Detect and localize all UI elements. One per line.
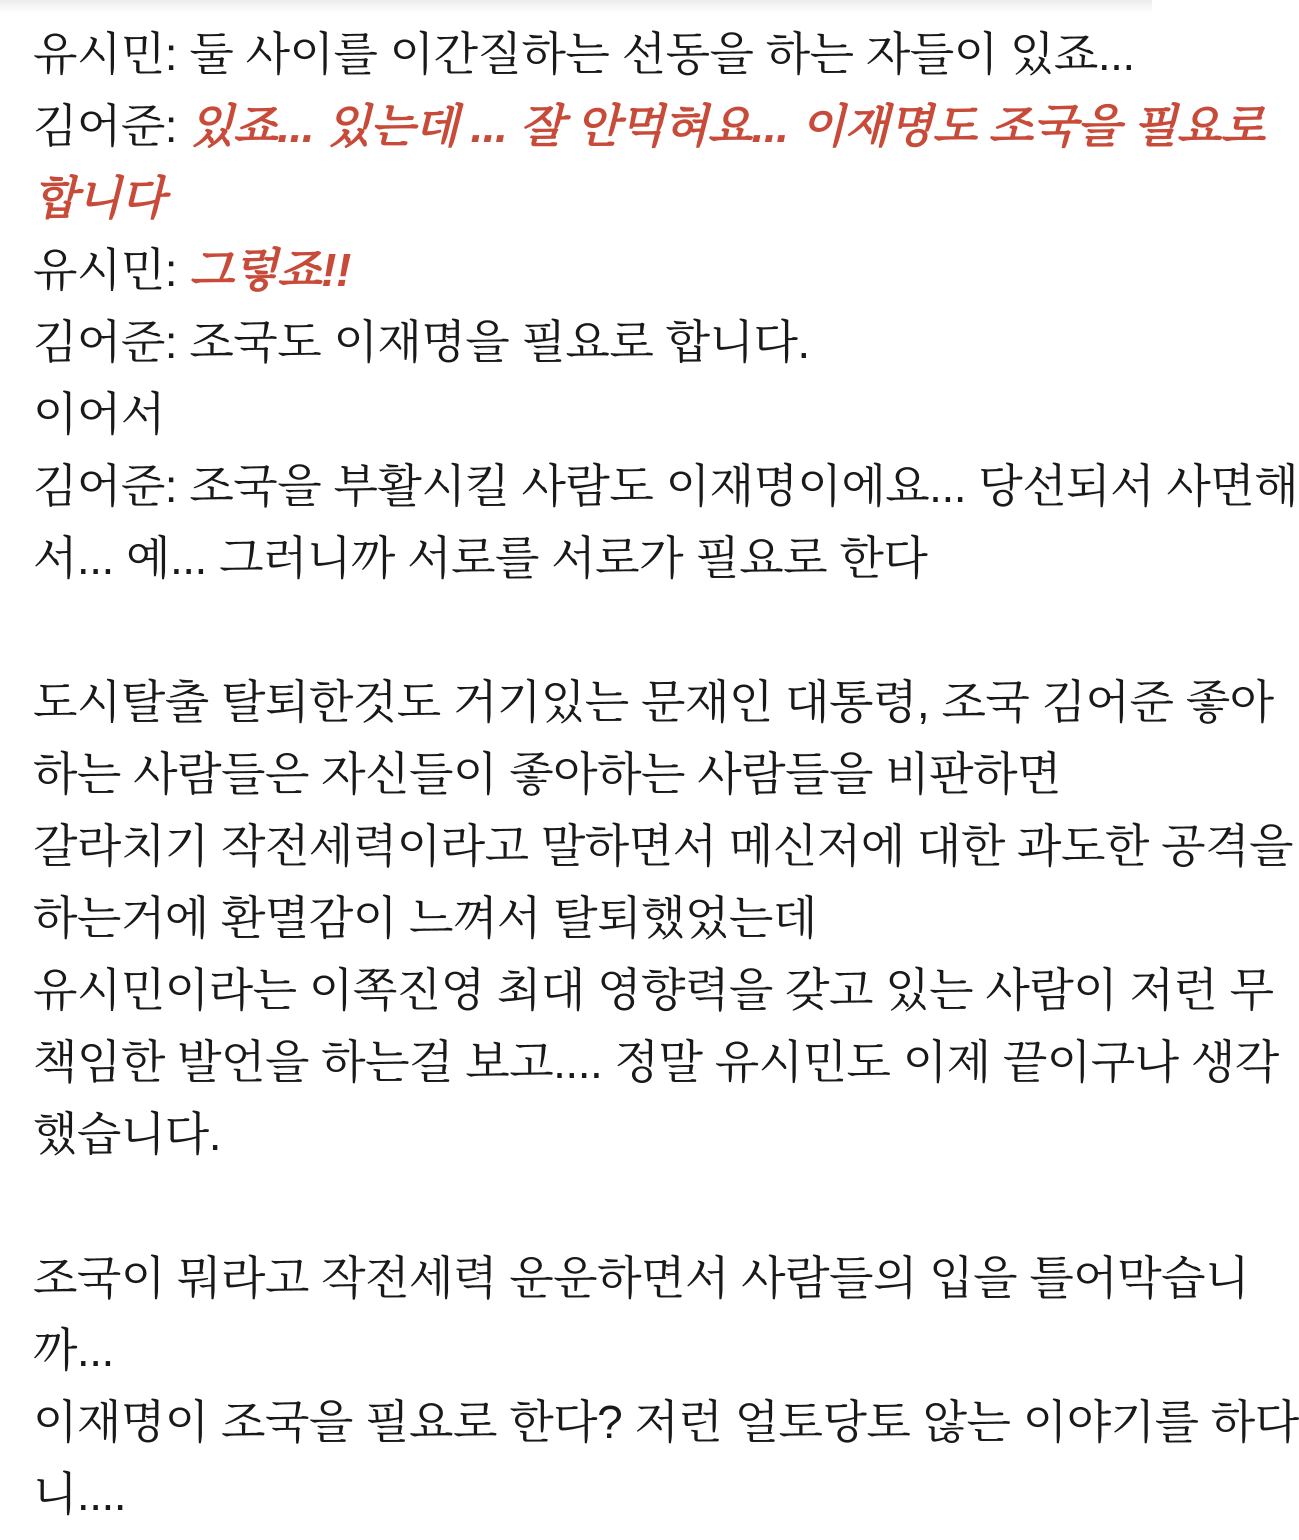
emphasis-red-text: 합니다 [33,172,165,224]
text-line [33,1098,1124,1170]
body-text: 김어준: 조국도 이재명을 필요로 합니다. [33,316,810,368]
body-text: 이어서 [33,388,165,440]
text-line [33,1242,1250,1314]
body-text: 갈라치기 작전세력이라고 말하면서 메신저에 대한 과도한 공격을 [33,820,1293,872]
text-line [33,234,1124,306]
text-line [33,522,1124,594]
text-line [33,1314,1124,1386]
text-line [33,162,1124,234]
body-text: 했습니다. [33,1108,222,1160]
emphasis-red-text: 있죠... 있는데 ... 잘 안먹혀요... 이재명도 조국을 필요로 [189,100,1265,152]
text-line [33,810,1293,882]
body-text: 이재명이 조국을 필요로 한다? 저런 얼토당토 않는 이야기를 하다 [33,1396,1299,1448]
text-line [33,18,1135,90]
body-text: 조국이 뭐라고 작전세력 운운하면서 사람들의 입을 틀어막습니 [33,1252,1250,1304]
text-line [33,1386,1299,1458]
body-text: 유시민: [33,244,190,296]
text-line [33,306,1124,378]
blank-line [33,594,1124,666]
body-text: 김어준: [33,100,190,152]
text-line [33,378,1124,450]
body-text: 김어준: 조국을 부활시킬 사람도 이재명이에요... 당선되서 사면해 [33,460,1299,512]
body-text: 책임한 발언을 하는걸 보고.... 정말 유시민도 이제 끝이구나 생각 [33,1036,1279,1088]
body-text: 니.... [33,1468,127,1520]
body-text: 도시탈출 탈퇴한것도 거기있는 문재인 대통령, 조국 김어준 좋아 [33,676,1274,728]
text-line [33,450,1299,522]
body-text: 까... [33,1324,114,1376]
text-line [33,1026,1279,1098]
body-text: 서... 예... 그러니까 서로를 서로가 필요로 한다 [33,532,928,584]
top-fade-divider [0,0,1152,14]
text-line [33,954,1274,1026]
emphasis-red-text: 그렇죠!! [189,244,351,296]
body-text: 유시민: 둘 사이를 이간질하는 선동을 하는 자들이 있죠... [33,28,1135,80]
post-body [0,14,1299,1530]
text-line [33,90,1265,162]
body-text: 하는 사람들은 자신들이 좋아하는 사람들을 비판하면 [33,748,1061,800]
body-text: 하는거에 환멸감이 느껴서 탈퇴했었는데 [33,892,817,944]
text-line [33,738,1124,810]
text-line [33,1458,1124,1530]
text-line [33,666,1274,738]
text-line [33,882,1124,954]
blank-line [33,1170,1124,1242]
body-text: 유시민이라는 이쪽진영 최대 영향력을 갖고 있는 사람이 저런 무 [33,964,1274,1016]
